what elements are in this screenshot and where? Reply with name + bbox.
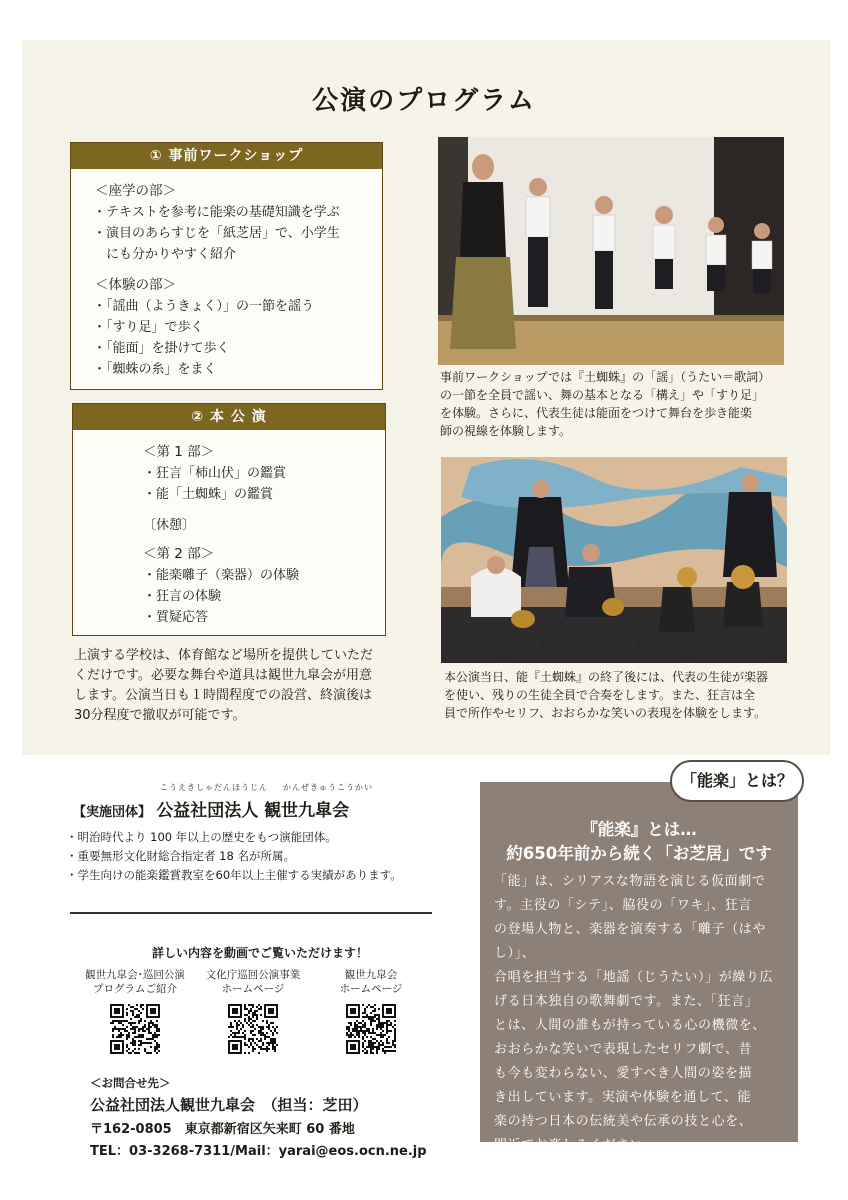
qr-label: プログラムご紹介 (93, 983, 177, 995)
qr-label: ホームページ (221, 983, 285, 995)
taiken-item: ・ 「謡曲（ようきょく）」の一節を謡う (93, 296, 382, 317)
part2-title: ＜第 2 部＞ (143, 546, 215, 562)
qr-label: 文化庁巡回公演事業 (205, 969, 301, 981)
performance-caption (444, 668, 794, 722)
noh-speech-bubble: 「能楽」とは？ (670, 760, 804, 802)
noh-body-line: 合唱を担当する「地謡（じうたい）」が繰り広 (494, 970, 774, 985)
caption-line: を体験。さらに、代表生徒は能面をつけて舞台を歩き能楽 (440, 406, 753, 420)
noh-heading (480, 818, 798, 866)
venue-line: 30分程度で撤収が可能です。 (74, 708, 246, 723)
org-line (73, 796, 349, 821)
org-ruby-2: かんぜきゅうこうかい (283, 783, 373, 792)
qr-block-bunkacho[interactable] (188, 968, 318, 1054)
performance-header: ② 本 公 演 (73, 404, 385, 430)
noh-explanation-panel (480, 782, 798, 1153)
noh-body-line: おおらかな笑いで表現したセリフ劇で、昔 (494, 1042, 753, 1057)
noh-body-line: の登場人物と、楽器を演奏する「囃子（はやし）」、 (494, 922, 767, 961)
contact-block (90, 1075, 427, 1159)
qr-code-icon[interactable] (346, 1004, 396, 1054)
qr-label: ホームページ (339, 983, 403, 995)
org-fact: ・ 明治時代より 100 年以上の歴史をもつ演能団体。 (66, 828, 402, 847)
caption-line: 事前ワークショップでは『土蜘蛛』の「謡」（うたい＝歌詞） (440, 370, 771, 384)
workshop-header: ① 事前ワークショップ (71, 143, 382, 169)
contact-tel-mail[interactable]: TEL：03-3268-7311/Mail：yarai@eos.ocn.ne.jp (90, 1144, 427, 1159)
caption-line: 師の視線を体験します。 (440, 424, 572, 438)
noh-body-line: とは、人間の誰もが持っている心の機微を、 (494, 1018, 767, 1033)
org-label: 【実施団体】 (73, 805, 152, 820)
part2-item: ・ 能楽囃子（楽器）の体験 (143, 565, 385, 586)
taiken-item: ・ 「蜘蛛の糸」をまく (93, 359, 382, 380)
noh-heading-line2: 約650年前から続く「お芝居」です (506, 844, 772, 863)
workshop-box (70, 142, 383, 390)
contact-label: ＜お問合せ先＞ (90, 1076, 171, 1090)
venue-line: 上演する学校は、体育館など場所を提供していただ (74, 648, 374, 663)
workshop-caption (440, 368, 790, 440)
caption-line: 本公演当日、能『土蜘蛛』の終了後には、代表の生徒が楽器 (444, 670, 769, 684)
performance-photo (441, 457, 787, 663)
taiken-title: ＜体験の部＞ (95, 277, 176, 293)
org-ruby-1: こうえきしゃだんほうじん (160, 783, 268, 792)
qr-code-icon[interactable] (228, 1004, 278, 1054)
venue-line: します。公演当日も１時間程度での設営、終演後は (74, 688, 372, 703)
workshop-photo (438, 137, 784, 365)
noh-body-line: げる日本独自の歌舞劇です。また、「狂言」 (494, 994, 759, 1009)
contact-org: 公益社団法人観世九皐会 （担当：芝田） (90, 1096, 368, 1114)
qr-code-icon[interactable] (110, 1004, 160, 1054)
noh-body (494, 870, 790, 1158)
taiken-item: ・ 「すり足」で歩く (93, 317, 382, 338)
noh-body-line: 間近でお楽しみください。 (494, 1138, 658, 1153)
caption-line: を使い、残りの生徒全員で合奏をします。また、狂言は全 (444, 688, 756, 702)
org-name: 公益社団法人 観世九皐会 (156, 801, 350, 821)
noh-body-line: 「能」は、シリアスな物語を演じる仮面劇で (494, 874, 766, 889)
zagaku-title: ＜座学の部＞ (95, 183, 176, 199)
taiken-item: ・ 「能面」を掛けて歩く (93, 338, 382, 359)
caption-line: の一節を全員で謡い、舞の基本となる「構え」や「すり足」 (440, 388, 765, 402)
zagaku-item-cont: にも分かりやすく紹介 (106, 247, 237, 262)
video-heading: 詳しい内容を動画でご覧いただけます！ (151, 946, 368, 960)
venue-line: くだけです。必要な舞台や道具は観世九皐会が用意 (74, 668, 372, 683)
noh-body-line: 楽の持つ日本の伝統美や伝承の技と心を、 (494, 1114, 753, 1129)
noh-heading-line1: 『能楽』とは… (581, 820, 697, 839)
org-fact: ・ 重要無形文化財総合指定者 18 名が所属。 (66, 847, 402, 866)
part2-item: ・ 狂言の体験 (143, 586, 385, 607)
qr-label: 観世九皐会･巡回公演 (85, 969, 185, 981)
part1-title: ＜第 1 部＞ (143, 444, 215, 460)
zagaku-item: ・ テキストを参考に能楽の基礎知識を学ぶ (93, 202, 382, 223)
part1-item: ・ 能「土蜘蛛」の鑑賞 (143, 484, 385, 505)
org-fact: ・ 学生向けの能楽鑑賞教室を60年以上主催する実績があります。 (66, 866, 402, 885)
noh-body-line: き出しています。実演や体験を通して、能 (494, 1090, 752, 1105)
org-facts (66, 828, 402, 885)
contact-address: 〒162-0805 東京都新宿区矢来町 60 番地 (90, 1122, 355, 1137)
qr-block-homepage[interactable] (306, 968, 436, 1054)
part1-item: ・ 狂言「柿山伏」の鑑賞 (143, 463, 385, 484)
venue-paragraph (74, 646, 394, 726)
caption-line: 員で所作やセリフ、おおらかな笑いの表現を体験をします。 (444, 706, 767, 720)
qr-label: 観世九皐会 (344, 969, 398, 981)
part2-item: ・ 質疑応答 (143, 607, 385, 628)
zagaku-item: ・ 演目のあらすじを「紙芝居」で、小学生 (93, 223, 382, 244)
break-label: 〔休憩〕 (143, 518, 196, 533)
performance-box (72, 403, 386, 636)
qr-block-program[interactable] (70, 968, 200, 1054)
noh-body-line: も今も変わらない、愛すべき人間の姿を描 (494, 1066, 753, 1081)
noh-body-line: す。主役の「シテ」、脇役の「ワキ」、狂言 (494, 898, 752, 913)
divider (70, 912, 432, 914)
page-title: 公演のプログラム (312, 86, 536, 116)
